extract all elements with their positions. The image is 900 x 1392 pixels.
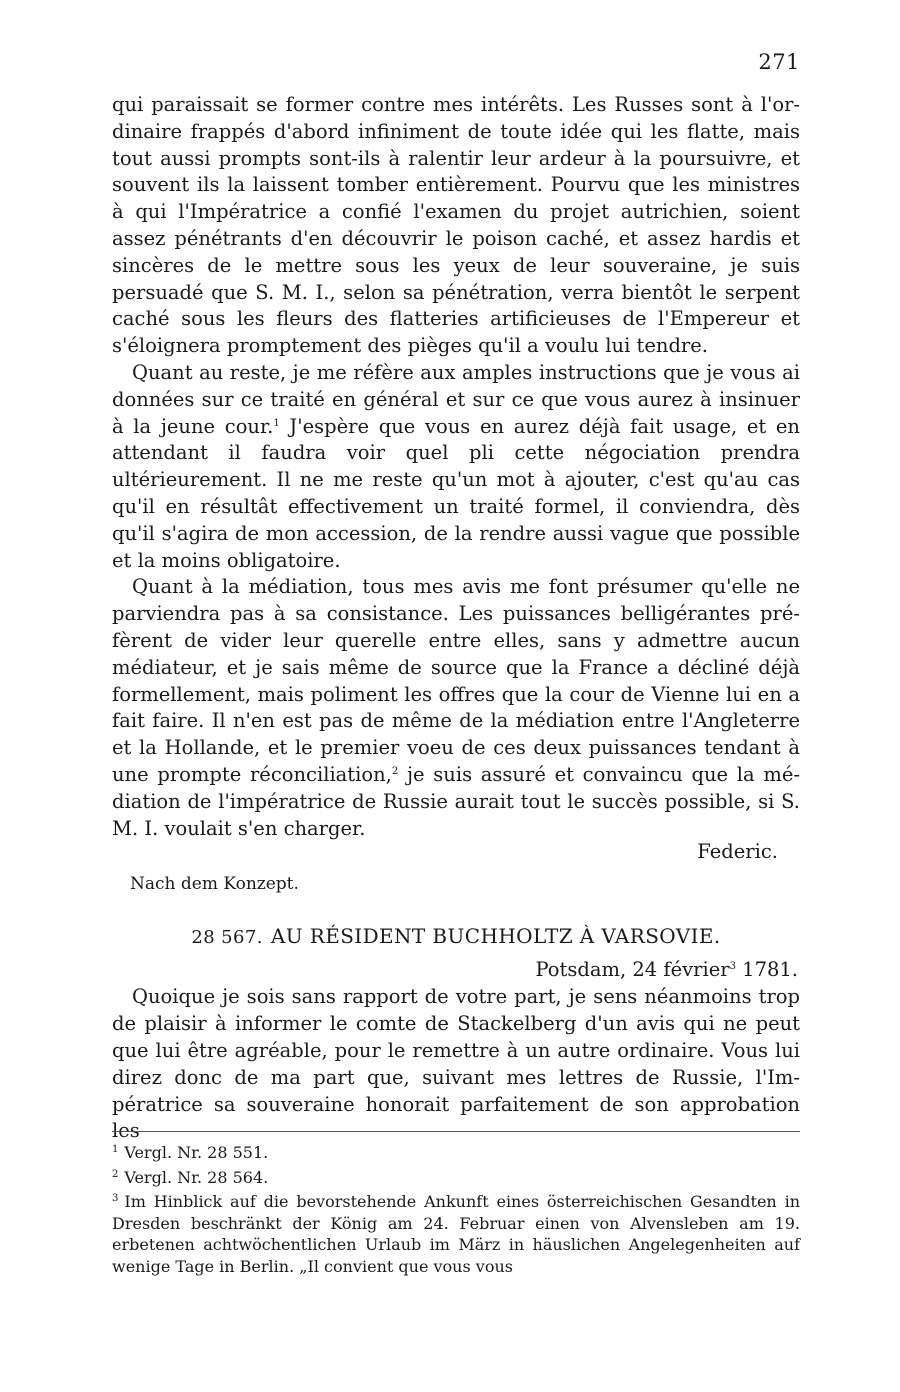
footnote-2-text: Vergl. Nr. 28 564.: [124, 1167, 269, 1187]
footnote-2: [112, 1164, 800, 1189]
paragraph-2-text-a: Quant au reste, je me réfère aux amples instructions que je vous ai données sur ce traité en général et sur ce que vous aurez à insinuer à la jeune cour.: [112, 360, 800, 438]
main-text: [112, 92, 800, 1145]
footnote-2-mark: 2: [112, 1168, 119, 1180]
footnote-divider: [112, 1131, 800, 1132]
letter-paragraph: Quoique je sois sans rapport de votre part, je sens néanmoins trop de plaisir à informer le comte de Stackelberg d'un avis qui ne peut que lui être agréable, pour le remettre à un autre ordinaire. Vous lui direz donc de ma part que, suivant mes lettres de Russie, l'Impératrice sa souveraine honorait parfaitement de son approbation les: [112, 985, 800, 1143]
footnote-ref-1: 1: [273, 417, 280, 429]
footnote-3-text: Im Hinblick auf die bevorstehende Ankunft eines österreichischen Gesandten in Dresden beschränkt der König am 24. Februar einen von Alvensleben am 19. erbetenen achtwöchentlichen Urlaub im März in häuslichen Angelegenheiten auf wenige Tage in Berlin. „Il convient que vous vous: [112, 1192, 800, 1276]
footnotes: [112, 1139, 800, 1277]
paragraph-2-text-b: J'espère que vous en aurez déjà fait usage, et en attendant il faudra voir quel pli cette négociation prendra ultérieurement. Il ne me reste qu'un mot à ajouter, c'est qu'au cas qu'il en résultât effectivement un traité formel, il conviendra, dès qu'il s'agira de mon accession, de la rendre aussi vague que possible et la moins obligatoire.: [112, 414, 800, 572]
letter-number: 28 567.: [191, 927, 263, 949]
place-date: [112, 956, 800, 984]
footnote-ref-3: 3: [729, 961, 736, 973]
footnote-1-text: Vergl. Nr. 28 551.: [124, 1143, 269, 1162]
letter-heading: [112, 922, 800, 952]
footnote-3: [112, 1188, 800, 1277]
paragraph-3-text-a: Quant à la médiation, tous mes avis me font présumer qu'elle ne parviendra pas à sa consistance. Les puissances belligérantes préfèrent de vider leur querelle entre elles, sans y admettre aucun médiateur, et je sais même de source que la France a décliné déjà formellement, mais poliment les offres que la cour de Vienne lui en a fait faire. Il n'en est pas de même de la médiation entre l'Angleterre et la Hollande, et le premier voeu de ces deux puissances tendant à une prompte réconciliation,: [112, 575, 800, 786]
signature: Federic.: [697, 840, 778, 864]
page-number: 271: [758, 50, 800, 74]
paragraph-1: qui paraissait se former contre mes intérêts. Les Russes sont à l'ordinaire frappés d'abord infiniment de toute idée qui les flatte, mais tout aussi prompts sont-ils à ralentir leur ardeur à la poursuivre, et souvent ils la laissent tomber entièrement. Pourvu que les ministres à qui l'Impératrice a confié l'examen du projet autrichien, soient assez pénétrants d'en découvrir le poison caché, et assez hardis et sincères de le mettre sous les yeux de leur souveraine, je suis persuadé que S. M. I., selon sa pénétration, verra bientôt le serpent caché sous les fleurs des flatteries artificieuses de l'Empereur et s'éloignera promptement des pièges qu'il a voulu lui tendre.: [112, 93, 800, 358]
paragraph-3: [112, 574, 800, 842]
place-date-year: 1781.: [735, 958, 798, 982]
letter-title: AU RÉSIDENT BUCHHOLTZ À VARSOVIE.: [270, 924, 721, 949]
footnote-3-mark: 3: [112, 1193, 119, 1204]
paragraph-2: [112, 360, 800, 574]
footnote-ref-2: 2: [391, 765, 399, 777]
place-date-text: Potsdam, 24 février: [535, 958, 730, 982]
footnote-1-mark: 1: [112, 1144, 119, 1155]
source-note: Nach dem Konzept.: [130, 874, 299, 895]
paragraph-3-text-b: je suis assuré et convaincu que la médiation de l'impératrice de Russie aurait tout le succès possible, si S. M. I. voulait s'en charger.: [112, 762, 800, 840]
footnote-1: [112, 1139, 800, 1164]
